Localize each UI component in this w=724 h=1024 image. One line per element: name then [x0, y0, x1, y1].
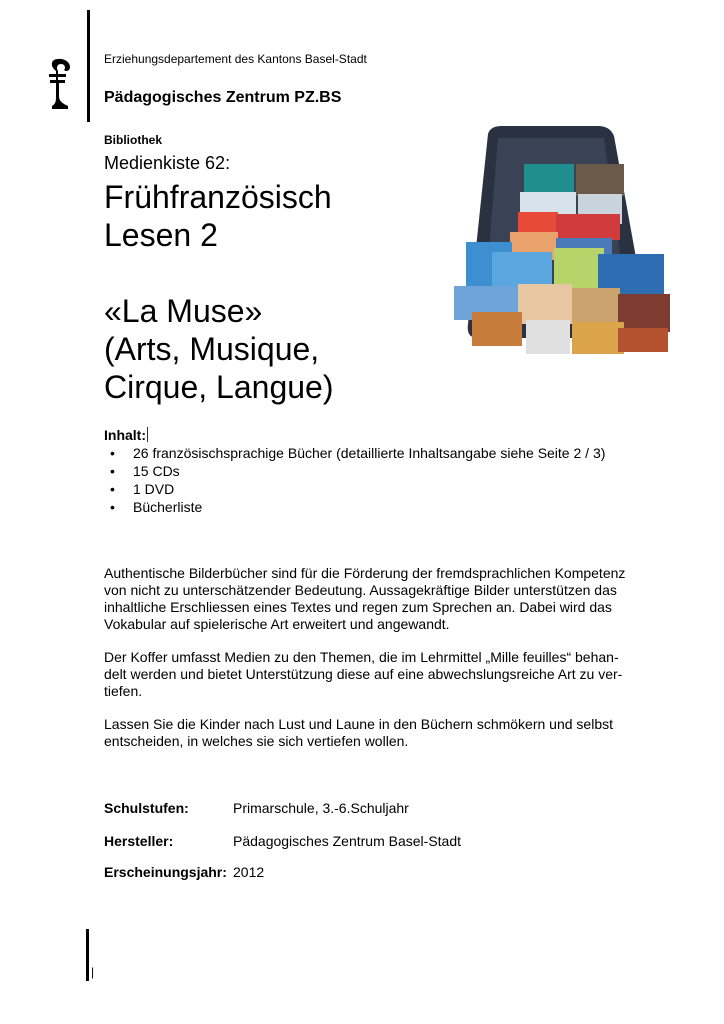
kit-label: Medienkiste 62: — [104, 153, 231, 173]
page-marker: | — [91, 965, 95, 979]
school-levels-label: Schulstufen: — [104, 800, 189, 816]
list-item: • 1 DVD — [104, 480, 605, 498]
section-label: Bibliothek — [104, 133, 163, 147]
text-cursor — [147, 427, 148, 442]
text-line: Authentische Bilderbücher sind für die Förderung der fremdsprachlichen Kompetenz — [104, 565, 626, 581]
school-levels-row — [104, 800, 409, 816]
description-paragraph-1 — [104, 565, 656, 633]
text-line: Lassen Sie die Kinder nach Lust und Laune in den Büchern schmökern und selbst — [104, 716, 614, 732]
year-label: Erscheinungsjahr: — [104, 864, 227, 880]
list-item: • 26 französischsprachige Bücher (detaillierte Inhaltsangabe siehe Seite 2 / 3) — [104, 444, 605, 462]
media-suitcase-photo — [448, 124, 674, 358]
list-item: • 15 CDs — [104, 462, 605, 480]
manufacturer-value: Pädagogisches Zentrum Basel-Stadt — [233, 833, 462, 849]
contents-list — [104, 444, 605, 516]
year-value: 2012 — [233, 864, 265, 880]
title-line: Frühfranzösisch — [104, 179, 332, 215]
manufacturer-row — [104, 833, 461, 849]
school-levels-value: Primarschule, 3.-6.Schuljahr — [233, 800, 409, 816]
text-line: von nicht zu unterschätzender Bedeutung. Aussagekräftige Bilder unterstützen das — [104, 582, 617, 598]
text-line: entscheiden, in welches sie sich vertiefen wollen. — [104, 733, 409, 749]
contents-label-text: Inhalt: — [104, 427, 146, 443]
text-line: tiefen. — [104, 683, 143, 699]
text-line: Der Koffer umfasst Medien zu den Themen, die im Lehrmittel „Mille feuilles“ behan- — [104, 649, 619, 665]
title-line: «La Muse» — [104, 293, 263, 329]
text-line: Vokabular auf spielerische Art erweitert und angewandt. — [104, 616, 450, 632]
title-line — [104, 254, 333, 292]
manufacturer-label: Hersteller: — [104, 833, 174, 849]
footer-rule — [86, 929, 89, 981]
header-rule — [87, 10, 90, 122]
title-line: (Arts, Musique, — [104, 331, 320, 367]
basel-staff-icon — [46, 58, 76, 110]
title-line: Lesen 2 — [104, 217, 218, 253]
document-title — [104, 178, 333, 406]
center-name: Pädagogisches Zentrum PZ.BS — [104, 89, 342, 106]
description-paragraph-2 — [104, 649, 656, 700]
title-line: Cirque, Langue) — [104, 369, 334, 405]
year-row — [104, 864, 264, 880]
text-line: delt werden und bietet Unterstützung diese auf eine abwechslungsreiche Art zu ver- — [104, 666, 623, 682]
description-paragraph-3 — [104, 716, 656, 750]
contents-label — [104, 427, 148, 443]
list-item: • Bücherliste — [104, 498, 605, 516]
department-name: Erziehungsdepartement des Kantons Basel-Stadt — [104, 52, 367, 66]
text-line: inhaltliche Erschliessen eines Textes und regen zum Sprechen an. Dabei wird das — [104, 599, 612, 615]
